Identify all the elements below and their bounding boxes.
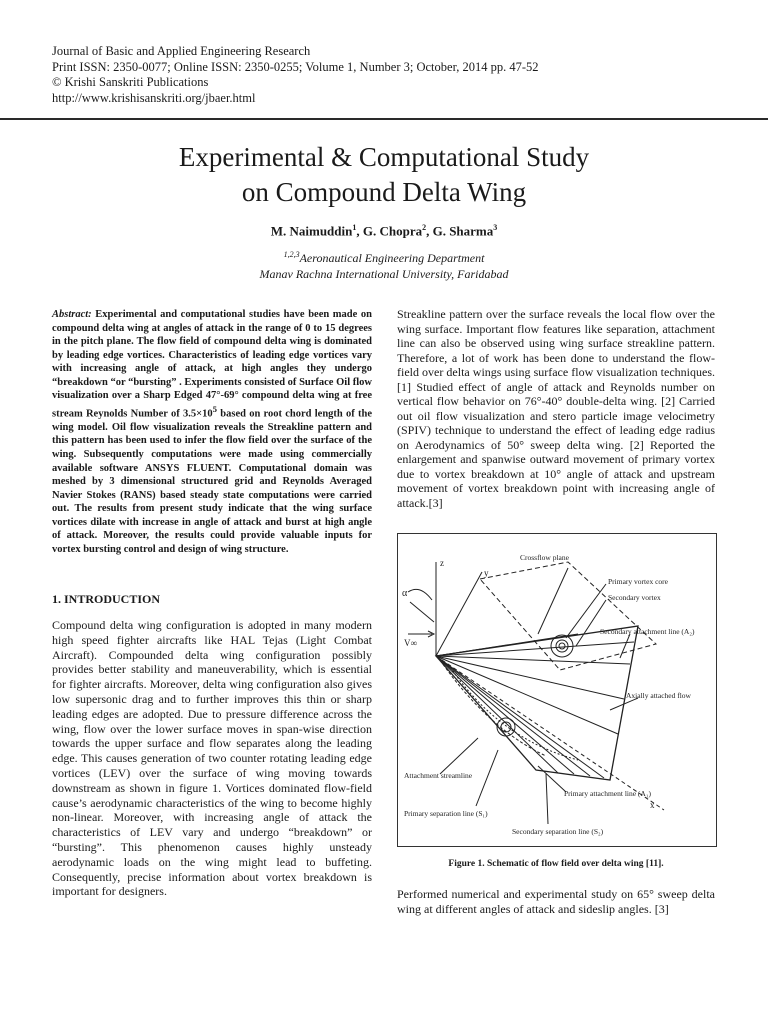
journal-url[interactable]: http://www.krishisanskriti.org/jbaer.html: [52, 90, 256, 105]
author-2: G. Chopra: [362, 223, 423, 239]
label-crossflow: Crossflow plane: [520, 553, 569, 562]
x-axis: [436, 656, 664, 810]
abstract-sup: 5: [212, 403, 218, 414]
author-3-sup: 3: [493, 223, 498, 232]
journal-name: Journal of Basic and Applied Engineering Research: [52, 44, 311, 58]
label-y-axis: y: [484, 568, 489, 578]
label-primary-core: Primary vortex core: [608, 577, 668, 586]
abstract-text-2: based on root chord length of the wing model. Oil flow visualization reveals the Streakline pattern and this pattern has been used to infer the flow field over the surface of the wing. Subsequently computations were made using commercially available software ANSYS FLUENT. Computational domain was meshed by 3 dimensional structured grid and Reynolds Averaged Navier Stokes (RANS) based steady state computations were carried out. The results from present study indicate that the wing surface vortices dilate with increase in angle of attack and burst at high angle of attack. Moreover, the results could provide valuable inputs for vortex bursting control and design of wing structure.: [52, 408, 372, 555]
publisher: © Krishi Sanskriti Publications: [52, 75, 209, 89]
affiliation-univ: Manav Rachna International University, Faridabad: [259, 267, 509, 281]
affiliation-dept: Aeronautical Engineering Department: [299, 251, 485, 265]
leader-attach-streamline: [440, 738, 478, 774]
label-primary-sep: Primary separation line (S₁): [404, 809, 488, 818]
abstract: [52, 308, 372, 556]
figure-caption: Figure 1. Schematic of flow field over delta wing [11].: [448, 859, 664, 869]
journal-issn: Print ISSN: 2350-0077; Online ISSN: 2350-0255; Volume 1, Number 3; October, 2014 pp. 47-52: [52, 59, 539, 74]
section-heading-introduction: 1. INTRODUCTION: [52, 592, 161, 606]
abstract-text: Experimental and computational studies have been made on compound delta wing at angles of attack in the range of 0 to 15 degrees in the pitch plane. The flow field of compound delta wing is dominated by leading edge vortices. Characteristics of leading edge vortices vary with increasing angle of attack, at high angles they undergo “breakdown “or “bursting” . Experiments consisted of Surface Oil flow visualization over a Sharp Edged 47°-69° compound delta wing at free stream Reynolds Number of 3.5×10: [52, 309, 372, 420]
leader-primary-attach: [538, 766, 566, 792]
abstract-label: Abstract:: [52, 309, 92, 320]
label-secondary-vortex: Secondary vortex: [608, 593, 661, 602]
delta-wing-schematic: [398, 534, 716, 846]
header-divider: [0, 118, 768, 120]
title-line-2: on Compound Delta Wing: [241, 177, 527, 207]
introduction-text: Compound delta wing configuration is adopted in many modern high speed fighter aircrafts like HAL Tejas (Light Combat Aircraft). Compounded delta wing configuration possibly provides better stability and maneuverability, which is essential for fighter aircrafts. Moreover, delta wing configuration also gives low supersonic drag and to further improves this thin or sharp leading edges are adopted. Due to pressure difference across the wing, flow over the lower surface moves in span-wise direction towards the upper surface and flow separates along the leading edge. This causes generation of two counter rotating leading edge vortices (LEV) over the surface of wing moving towards downstream as shown in figure 1. Vortices dominated flow-field cause’s aerodynamic characteristics of the wing to become highly non-linear. Moreover, with increasing angle of attack the characteristics of LEV vary and undergo “breakdown” or “bursting”. This phenomenon causes highly unsteady aerodynamic loads on the wing might lead to buffeting. Consequently, precise information about vortex breakdown is important for designers.: [52, 618, 372, 899]
label-secondary-sep: Secondary separation line (S₂): [512, 827, 604, 836]
author-separator: ,: [426, 223, 433, 239]
affiliation: [0, 247, 768, 282]
label-attach-streamline: Attachment streamline: [404, 771, 473, 780]
leader-secondary-vortex: [576, 600, 606, 646]
label-axially: Axially attached flow: [626, 691, 691, 700]
y-axis: [436, 572, 482, 656]
author-1: M. Naimuddin: [270, 223, 353, 239]
label-alpha: α: [402, 588, 408, 599]
right-column-paragraph-1: Streakline pattern over the surface reveals the local flow over the wing surface. Important flow features like separation, attachment line can also be observed using wing surface streakline pattern. Therefore, a lot of work has been done to understand the flow-field over delta wings using surface flow visualization techniques. [1] Studied effect of angle of attack and Reynolds number on vertical flow behavior on 76°-40° double-delta wing. [2] Carried out oil flow visualization and stero particle image velocimetry (SPIV) technique to understand the effect of leading edge radius on Aerodynamics of 50° sweep delta wing. [2] Reported the enlargement and spanwise outward movement of primary vortex due to vortex breakdown at 10° angle of attack and upstream movement of vortex breakdown point with increasing angle of attack.[3]: [397, 307, 715, 510]
paper-title: [0, 140, 768, 210]
leader-secondary-sep: [546, 774, 548, 824]
label-secondary-attach: Secondary attachment line (A₂): [600, 627, 695, 636]
title-line-1: Experimental & Computational Study: [178, 142, 590, 172]
label-v-inf: V∞: [404, 638, 417, 648]
primary-vortex-core: [551, 635, 573, 657]
author-list: [0, 223, 768, 239]
figure-1: [397, 533, 717, 847]
author-1-sup: 1: [352, 223, 357, 232]
label-primary-attach: Primary attachment line (A₁): [564, 789, 651, 798]
leader-crossflow: [538, 568, 568, 634]
journal-header: [52, 44, 539, 106]
affiliation-sup: 1,2,3: [283, 250, 300, 259]
author-separator: ,: [356, 223, 363, 239]
alpha-arc: [408, 589, 432, 600]
alpha-line: [410, 602, 434, 622]
author-3: G. Sharma: [432, 223, 494, 239]
label-x-axis: x: [650, 800, 655, 810]
leader-secondary-attach: [620, 634, 630, 658]
label-z-axis: z: [440, 558, 444, 568]
author-2-sup: 2: [422, 223, 427, 232]
right-column-paragraph-2: Performed numerical and experimental study on 65° sweep delta wing at different angles of attack and sideslip angles. [3]: [397, 887, 715, 916]
leader-primary-sep: [476, 750, 498, 806]
